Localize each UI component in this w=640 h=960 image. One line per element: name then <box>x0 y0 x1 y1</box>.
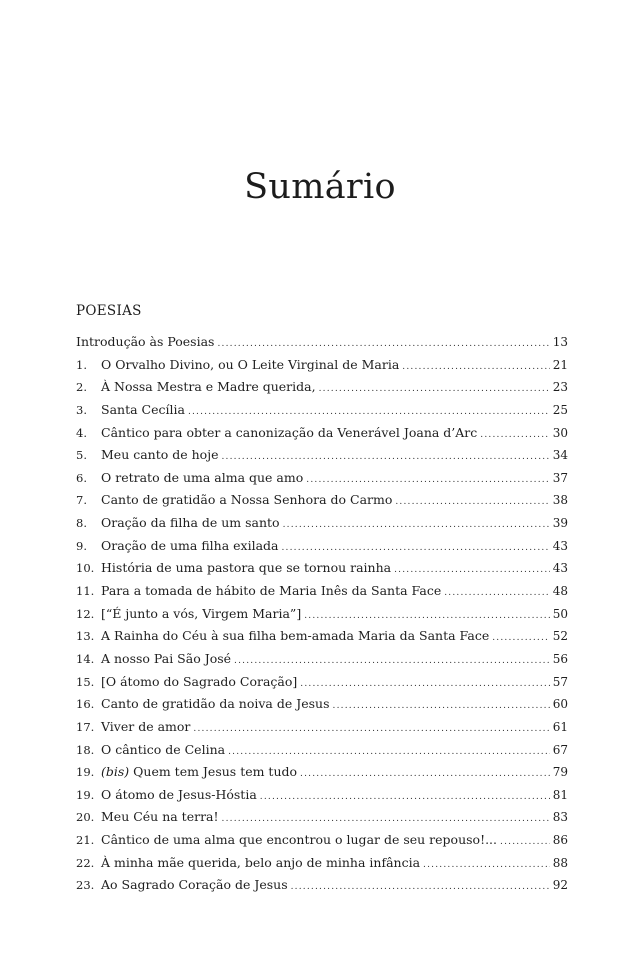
toc-entry-number: 15. <box>76 674 95 689</box>
toc-page-number: 25 <box>552 402 568 417</box>
toc-page-number: 23 <box>552 380 568 395</box>
toc-entry-number: 10. <box>76 561 95 576</box>
toc-page-number: 57 <box>552 674 568 689</box>
toc-page-number: 39 <box>552 516 568 531</box>
dot-leader <box>260 792 550 802</box>
toc-entry[interactable] <box>76 696 568 719</box>
toc-entry-text <box>101 809 219 824</box>
toc-entry-number: 21. <box>76 833 95 848</box>
toc-list <box>76 357 568 900</box>
dot-leader <box>217 339 549 349</box>
toc-entry-label: [O átomo do Sagrado Coração] <box>101 673 298 689</box>
toc-entry[interactable] <box>76 674 568 697</box>
dot-leader <box>402 362 549 372</box>
toc-entry[interactable] <box>76 402 568 425</box>
toc-entry-text <box>101 357 399 372</box>
toc-entry-number: 5. <box>76 448 87 463</box>
toc-entry-label: Para a tomada de hábito de Maria Inês da Santa Face <box>101 583 442 599</box>
toc-entry-label: Cântico de uma alma que encontrou o lugar de seu repouso!... <box>101 832 498 848</box>
dot-leader <box>394 565 550 575</box>
toc-entry-number: 9. <box>76 538 87 553</box>
section-heading: POESIAS <box>76 303 142 319</box>
toc-entry[interactable] <box>76 877 568 900</box>
toc-entry-text <box>101 583 441 598</box>
toc-entry-text <box>101 402 185 417</box>
toc-entry-text <box>101 470 303 485</box>
dot-leader <box>300 679 549 689</box>
toc-entry-text <box>101 674 297 689</box>
toc-entry-label: O átomo de Jesus-Hóstia <box>101 786 257 802</box>
dot-leader <box>500 837 550 847</box>
toc-page-number: 61 <box>552 719 568 734</box>
toc-page-number: 60 <box>552 697 568 712</box>
toc-entry[interactable] <box>76 447 568 470</box>
dot-leader <box>319 384 550 394</box>
toc-entry[interactable] <box>76 470 568 493</box>
toc-entry-label: Quem tem Jesus tem tudo <box>133 764 298 780</box>
dot-leader <box>188 407 550 417</box>
toc-entry-number: 3. <box>76 402 87 417</box>
toc-page-number: 79 <box>552 765 568 780</box>
toc-entry-number: 22. <box>76 855 95 870</box>
toc-entry-number: 17. <box>76 719 95 734</box>
toc-entry[interactable] <box>76 515 568 538</box>
toc-entry-label: Ao Sagrado Coração de Jesus <box>101 877 288 893</box>
toc-entry-text <box>101 606 301 621</box>
toc-entry-text <box>101 379 316 394</box>
toc-page-number: 38 <box>552 493 568 508</box>
toc-entry-number: 16. <box>76 697 95 712</box>
table-of-contents <box>76 334 568 900</box>
dot-leader <box>300 769 550 779</box>
dot-leader <box>283 520 550 530</box>
toc-entry-label: Meu Céu na terra! <box>101 809 219 825</box>
dot-leader <box>304 611 550 621</box>
toc-entry-text <box>101 492 392 507</box>
dot-leader <box>221 452 549 462</box>
dot-leader <box>444 588 549 598</box>
toc-entry-text <box>101 832 497 847</box>
toc-entry-text <box>101 560 391 575</box>
dot-leader <box>282 543 550 553</box>
dot-leader <box>395 497 549 507</box>
page-title: Sumário <box>244 167 396 207</box>
toc-entry-number: 7. <box>76 493 87 508</box>
toc-entry[interactable] <box>76 742 568 765</box>
toc-page-number: 86 <box>552 833 568 848</box>
toc-entry[interactable] <box>76 492 568 515</box>
toc-entry[interactable] <box>76 719 568 742</box>
toc-entry-text <box>101 651 231 666</box>
toc-entry-number: 14. <box>76 651 95 666</box>
toc-entry-label: O cântico de Celina <box>101 741 226 757</box>
toc-page-number: 21 <box>552 357 568 372</box>
toc-entry-text <box>101 787 257 802</box>
toc-entry[interactable] <box>76 855 568 878</box>
toc-entry-text <box>101 742 225 757</box>
toc-entry-number: 19. <box>76 787 95 802</box>
dot-leader <box>193 724 549 734</box>
toc-entry-label: O Orvalho Divino, ou O Leite Virginal de Maria <box>101 356 400 372</box>
toc-entry-text <box>101 855 420 870</box>
dot-leader <box>306 475 549 485</box>
toc-entry-number: 12. <box>76 606 95 621</box>
toc-entry-number: 23. <box>76 878 95 893</box>
toc-entry-number: 4. <box>76 425 87 440</box>
toc-entry-text <box>101 515 280 530</box>
dot-leader <box>234 656 550 666</box>
toc-page-number: 50 <box>552 606 568 621</box>
toc-entry-number: 1. <box>76 357 87 372</box>
dot-leader <box>222 814 550 824</box>
toc-entry-label: À minha mãe querida, belo anjo de minha infância <box>101 854 421 870</box>
toc-entry-text <box>101 877 288 892</box>
toc-entry[interactable] <box>76 832 568 855</box>
toc-page-number: 88 <box>552 855 568 870</box>
toc-entry-label: Oração de uma filha exilada <box>101 537 279 553</box>
toc-entry[interactable] <box>76 538 568 561</box>
dot-leader <box>423 860 550 870</box>
toc-entry-label: Oração da filha de um santo <box>101 515 280 531</box>
toc-page-number: 52 <box>552 629 568 644</box>
toc-entry-intro[interactable] <box>76 334 568 357</box>
toc-entry[interactable] <box>76 809 568 832</box>
toc-entry[interactable] <box>76 651 568 674</box>
toc-entry[interactable] <box>76 764 568 787</box>
toc-page-number: 30 <box>552 425 568 440</box>
toc-entry-number: 6. <box>76 470 87 485</box>
toc-page-number: 81 <box>552 787 568 802</box>
toc-entry-label: Meu canto de hoje <box>101 447 219 463</box>
dot-leader <box>291 882 550 892</box>
toc-entry[interactable] <box>76 787 568 810</box>
toc-entry-number: 20. <box>76 810 95 825</box>
toc-page-number: 67 <box>552 742 568 757</box>
toc-entry[interactable] <box>76 606 568 629</box>
toc-entry-number: 11. <box>76 584 95 599</box>
toc-page-number: 48 <box>552 584 568 599</box>
toc-entry-text <box>101 425 477 440</box>
toc-entry-text <box>101 447 218 462</box>
toc-entry-label: À Nossa Mestra e Madre querida, <box>101 379 316 395</box>
toc-entry-prefix: (bis) <box>101 764 130 780</box>
toc-page-number: 92 <box>552 878 568 893</box>
toc-entry-label: Viver de amor <box>101 718 191 734</box>
toc-entry-number: 19. <box>76 765 95 780</box>
toc-entry-label: Canto de gratidão da noiva de Jesus <box>101 696 330 712</box>
toc-entry-label: [“É junto a vós, Virgem Maria”] <box>101 605 302 621</box>
toc-entry-text <box>101 628 489 643</box>
toc-entry-label: Cântico para obter a canonização da Venerável Joana d’Arc <box>101 424 478 440</box>
toc-page-number: 43 <box>552 538 568 553</box>
dot-leader <box>492 633 549 643</box>
dot-leader <box>333 701 550 711</box>
toc-entry[interactable] <box>76 583 568 606</box>
dot-leader <box>228 747 550 757</box>
toc-entry-label: História de uma pastora que se tornou rainha <box>101 560 392 576</box>
toc-entry[interactable] <box>76 379 568 402</box>
toc-entry[interactable] <box>76 628 568 651</box>
toc-entry-number: 13. <box>76 629 95 644</box>
toc-entry[interactable] <box>76 425 568 448</box>
toc-page-number: 34 <box>552 448 568 463</box>
toc-entry-text <box>101 719 190 734</box>
toc-entry-text <box>101 764 297 779</box>
toc-entry-text <box>101 696 330 711</box>
toc-entry-label: O retrato de uma alma que amo <box>101 469 304 485</box>
toc-entry-label: Santa Cecília <box>101 401 185 417</box>
toc-page-number: 43 <box>552 561 568 576</box>
toc-page-number: 56 <box>552 651 568 666</box>
dot-leader <box>480 430 549 440</box>
toc-page-number: 83 <box>552 810 568 825</box>
toc-entry-number: 18. <box>76 742 95 757</box>
toc-entry-label: Introdução às Poesias <box>76 334 215 349</box>
toc-entry-label: Canto de gratidão a Nossa Senhora do Carmo <box>101 492 393 508</box>
toc-entry-text <box>101 538 279 553</box>
toc-entry-label: A Rainha do Céu à sua filha bem-amada Maria da Santa Face <box>101 628 490 644</box>
toc-page-number: 37 <box>552 470 568 485</box>
toc-page-number: 13 <box>552 335 568 349</box>
toc-entry-number: 8. <box>76 516 87 531</box>
toc-entry[interactable] <box>76 560 568 583</box>
toc-entry-number: 2. <box>76 380 87 395</box>
toc-entry[interactable] <box>76 357 568 380</box>
toc-entry-label: A nosso Pai São José <box>101 650 232 666</box>
